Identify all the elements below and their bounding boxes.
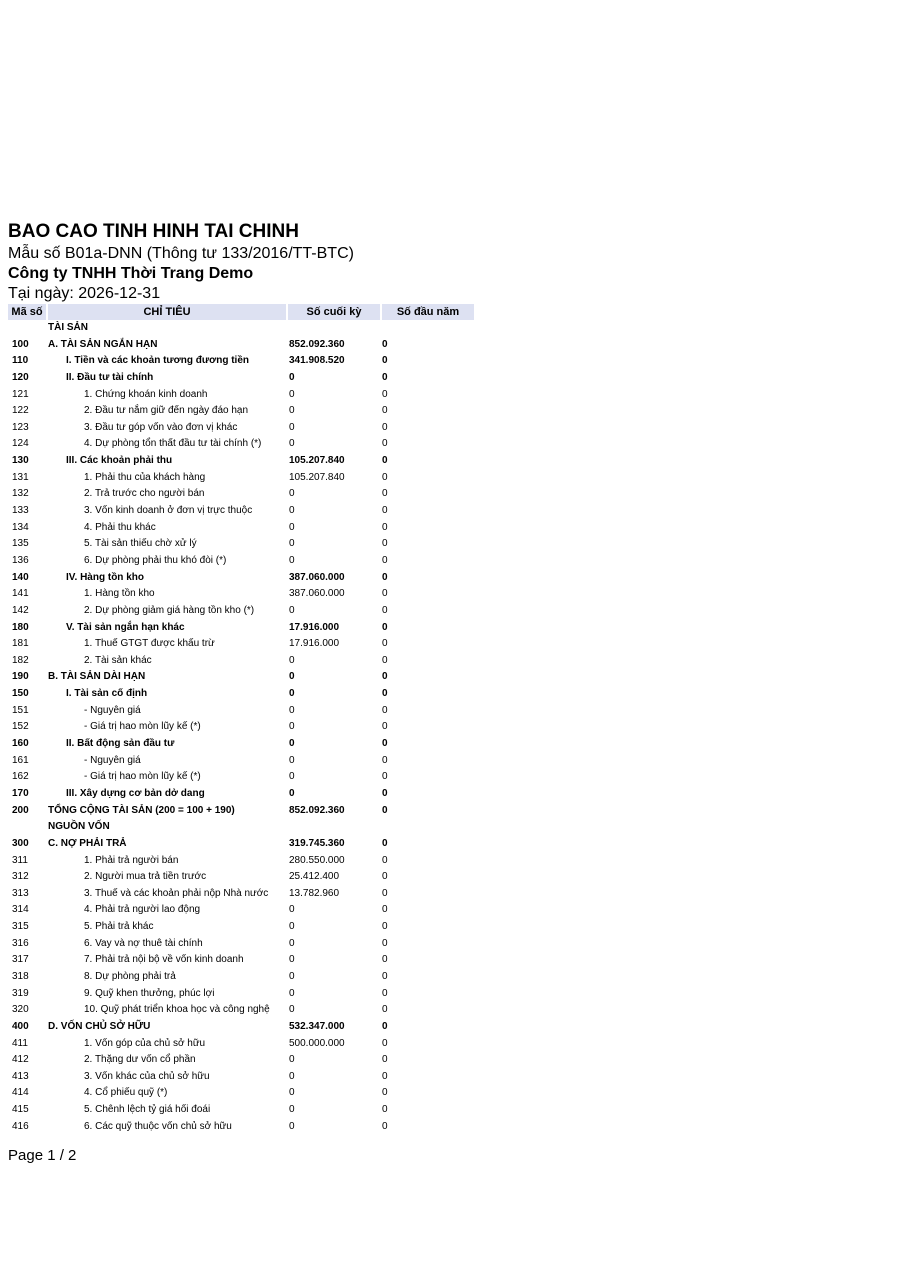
row-end-value: 0 [289, 970, 295, 982]
row-end-value: 0 [289, 954, 295, 966]
row-code: 300 [12, 837, 29, 849]
row-end-value: 0 [289, 738, 295, 750]
row-code: 135 [12, 538, 29, 550]
row-code: 190 [12, 671, 29, 683]
row-item: NGUỒN VỐN [48, 821, 110, 833]
row-end-value: 105.207.840 [289, 471, 345, 483]
table-row [8, 952, 474, 969]
row-code: 400 [12, 1020, 29, 1032]
row-end-value: 387.060.000 [289, 571, 345, 583]
row-item: 4. Phải trả người lao động [84, 904, 201, 916]
row-begin-value: 0 [382, 338, 388, 350]
row-item: V. Tài sản ngắn hạn khác [66, 621, 185, 633]
row-begin-value: 0 [382, 970, 388, 982]
row-code: 413 [12, 1070, 29, 1082]
table-row [8, 902, 474, 919]
row-begin-value: 0 [382, 488, 388, 500]
row-end-value: 0 [289, 704, 295, 716]
row-code: 100 [12, 338, 29, 350]
row-item: 2. Người mua trả tiền trước [84, 871, 207, 883]
row-item: 4. Dự phòng tổn thất đầu tư tài chính (*) [84, 438, 262, 450]
row-begin-value: 0 [382, 388, 388, 400]
table-row [8, 853, 474, 870]
row-end-value: 0 [289, 987, 295, 999]
row-item: - Giá trị hao mòn lũy kế (*) [84, 771, 201, 783]
row-begin-value: 0 [382, 604, 388, 616]
row-code: 317 [12, 954, 29, 966]
row-begin-value: 0 [382, 355, 388, 367]
row-item: 5. Tài sản thiếu chờ xử lý [84, 538, 197, 550]
row-item: 6. Vay và nợ thuê tài chính [84, 937, 203, 949]
row-code: 313 [12, 887, 29, 899]
row-end-value: 13.782.960 [289, 887, 340, 899]
row-code: 180 [12, 621, 29, 633]
row-item: TỔNG CỘNG TÀI SẢN (200 = 100 + 190) [48, 804, 235, 816]
table-row [8, 1085, 474, 1102]
row-code: 182 [12, 654, 29, 666]
row-end-value: 0 [289, 371, 295, 383]
table-row [8, 1019, 474, 1036]
row-end-value: 17.916.000 [289, 621, 340, 633]
row-begin-value: 0 [382, 1087, 388, 1099]
row-code: 140 [12, 571, 29, 583]
row-begin-value: 0 [382, 638, 388, 650]
table-row [8, 520, 474, 537]
row-item: TÀI SẢN [48, 322, 88, 333]
row-end-value: 0 [289, 1070, 295, 1082]
row-begin-value: 0 [382, 571, 388, 583]
row-code: 142 [12, 604, 29, 616]
row-end-value: 0 [289, 787, 295, 799]
table-row [8, 1002, 474, 1019]
row-begin-value: 0 [382, 371, 388, 383]
row-item: II. Đầu tư tài chính [66, 371, 154, 383]
table-row [8, 337, 474, 354]
row-item: - Giá trị hao mòn lũy kế (*) [84, 721, 201, 733]
row-end-value: 532.347.000 [289, 1020, 345, 1032]
row-item: 5. Phải trả khác [84, 921, 154, 933]
table-row [8, 819, 474, 836]
row-end-value: 105.207.840 [289, 455, 345, 467]
balance-sheet-table [8, 304, 474, 1135]
table-row [8, 620, 474, 637]
table-row [8, 403, 474, 420]
row-code: 315 [12, 921, 29, 933]
row-item: 4. Phải thu khác [84, 521, 156, 533]
table-row [8, 869, 474, 886]
table-row [8, 1102, 474, 1119]
row-item: IV. Hàng tồn kho [66, 571, 144, 583]
row-code: 311 [12, 854, 28, 866]
row-end-value: 0 [289, 1104, 295, 1116]
row-code: 318 [12, 970, 29, 982]
row-item: 6. Dự phòng phải thu khó đòi (*) [84, 554, 227, 566]
row-code: 120 [12, 371, 29, 383]
table-row [8, 703, 474, 720]
row-begin-value: 0 [382, 538, 388, 550]
table-row [8, 453, 474, 470]
row-item: - Nguyên giá [84, 704, 141, 716]
row-end-value: 852.092.360 [289, 804, 345, 816]
table-row [8, 1052, 474, 1069]
row-item: I. Tài sản cố định [66, 688, 148, 700]
table-row [8, 503, 474, 520]
row-code: 150 [12, 688, 29, 700]
row-code: 411 [12, 1037, 28, 1049]
table-row [8, 753, 474, 770]
report-header [8, 220, 354, 304]
table-row [8, 836, 474, 853]
table-row [8, 387, 474, 404]
row-item: 8. Dự phòng phải trả [84, 970, 176, 982]
table-header [8, 304, 474, 320]
row-item: D. VỐN CHỦ SỞ HỮU [48, 1020, 151, 1032]
row-code: 131 [12, 471, 29, 483]
row-end-value: 0 [289, 771, 295, 783]
row-end-value: 0 [289, 438, 295, 450]
row-code: 110 [12, 355, 29, 367]
table-row [8, 570, 474, 587]
table-row [8, 1119, 474, 1136]
table-row [8, 736, 474, 753]
row-end-value: 0 [289, 937, 295, 949]
row-end-value: 0 [289, 754, 295, 766]
row-begin-value: 0 [382, 937, 388, 949]
row-item: 1. Thuế GTGT được khấu trừ [84, 638, 215, 650]
row-code: 170 [12, 787, 29, 799]
row-end-value: 0 [289, 904, 295, 916]
row-end-value: 387.060.000 [289, 588, 345, 600]
row-begin-value: 0 [382, 1054, 388, 1066]
table-row [8, 919, 474, 936]
row-begin-value: 0 [382, 954, 388, 966]
row-begin-value: 0 [382, 688, 388, 700]
row-item: 3. Thuế và các khoản phải nộp Nhà nước [84, 887, 269, 899]
row-item: C. NỢ PHẢI TRẢ [48, 837, 127, 849]
table-body [8, 320, 474, 1135]
table-row [8, 420, 474, 437]
row-code: 121 [12, 388, 29, 400]
row-begin-value: 0 [382, 904, 388, 916]
row-begin-value: 0 [382, 471, 388, 483]
row-begin-value: 0 [382, 505, 388, 517]
row-end-value: 0 [289, 521, 295, 533]
row-end-value: 0 [289, 538, 295, 550]
table-row [8, 886, 474, 903]
row-end-value: 500.000.000 [289, 1037, 345, 1049]
row-begin-value: 0 [382, 1070, 388, 1082]
row-end-value: 852.092.360 [289, 338, 345, 350]
table-row [8, 536, 474, 553]
row-end-value: 0 [289, 505, 295, 517]
row-begin-value: 0 [382, 921, 388, 933]
table-row [8, 719, 474, 736]
table-row [8, 353, 474, 370]
company-name: Công ty TNHH Thời Trang Demo [8, 265, 254, 282]
row-end-value: 0 [289, 654, 295, 666]
row-item: 1. Phải thu của khách hàng [84, 471, 206, 483]
row-code: 200 [12, 804, 29, 816]
row-item: 7. Phải trả nội bộ về vốn kinh doanh [84, 954, 244, 966]
row-end-value: 0 [289, 1004, 295, 1016]
header-item: CHỈ TIÊU [48, 304, 286, 320]
table-row [8, 803, 474, 820]
row-item: 9. Quỹ khen thưởng, phúc lợi [84, 987, 215, 999]
table-row [8, 436, 474, 453]
row-item: A. TÀI SẢN NGẮN HẠN [48, 338, 158, 350]
row-code: 414 [12, 1087, 29, 1099]
header-code: Mã số [8, 304, 46, 320]
row-begin-value: 0 [382, 438, 388, 450]
table-row [8, 486, 474, 503]
form-number: Mẫu số B01a-DNN (Thông tư 133/2016/TT-BTC) [8, 245, 354, 262]
table-row [8, 969, 474, 986]
row-begin-value: 0 [382, 1020, 388, 1032]
row-end-value: 0 [289, 1120, 295, 1132]
row-end-value: 319.745.360 [289, 837, 345, 849]
row-end-value: 0 [289, 405, 295, 417]
row-code: 133 [12, 505, 29, 517]
row-code: 162 [12, 771, 29, 783]
row-item: 5. Chênh lệch tỷ giá hối đoái [84, 1104, 211, 1116]
table-row [8, 636, 474, 653]
table-row [8, 370, 474, 387]
row-item: 2. Đầu tư nắm giữ đến ngày đáo hạn [84, 405, 249, 417]
row-begin-value: 0 [382, 771, 388, 783]
row-item: III. Xây dựng cơ bản dở dang [66, 787, 205, 799]
row-end-value: 341.908.520 [289, 355, 345, 367]
table-row [8, 553, 474, 570]
row-item: 3. Vốn kinh doanh ở đơn vị trực thuộc [84, 505, 253, 517]
row-end-value: 0 [289, 671, 295, 683]
row-item: B. TÀI SẢN DÀI HẠN [48, 671, 146, 683]
table-row [8, 603, 474, 620]
row-item: 1. Chứng khoán kinh doanh [84, 388, 208, 400]
row-item: 1. Phải trả người bán [84, 854, 179, 866]
row-begin-value: 0 [382, 554, 388, 566]
table-row [8, 986, 474, 1003]
table-row [8, 470, 474, 487]
row-begin-value: 0 [382, 455, 388, 467]
row-code: 136 [12, 554, 29, 566]
row-end-value: 0 [289, 488, 295, 500]
page-number: Page 1 / 2 [8, 1147, 77, 1164]
row-item: 1. Hàng tồn kho [84, 588, 155, 600]
row-end-value: 280.550.000 [289, 854, 345, 866]
row-begin-value: 0 [382, 721, 388, 733]
row-item: 2. Thặng dư vốn cổ phần [84, 1054, 196, 1066]
row-code: 130 [12, 455, 29, 467]
row-end-value: 0 [289, 721, 295, 733]
table-row [8, 686, 474, 703]
row-begin-value: 0 [382, 871, 388, 883]
row-end-value: 0 [289, 921, 295, 933]
row-code: 319 [12, 987, 29, 999]
row-item: - Nguyên giá [84, 754, 141, 766]
row-code: 134 [12, 521, 29, 533]
row-code: 316 [12, 937, 29, 949]
row-item: 2. Tài sản khác [84, 654, 152, 666]
row-end-value: 0 [289, 388, 295, 400]
row-code: 161 [12, 754, 29, 766]
row-begin-value: 0 [382, 787, 388, 799]
row-item: 1. Vốn góp của chủ sở hữu [84, 1037, 206, 1049]
row-begin-value: 0 [382, 1037, 388, 1049]
header-begin-year: Số đầu năm [382, 304, 474, 320]
row-code: 123 [12, 421, 29, 433]
row-begin-value: 0 [382, 654, 388, 666]
row-end-value: 25.412.400 [289, 871, 340, 883]
row-item: 6. Các quỹ thuộc vốn chủ sở hữu [84, 1120, 232, 1132]
row-code: 141 [12, 588, 29, 600]
row-item: 2. Trả trước cho người bán [84, 488, 205, 500]
report-title: BAO CAO TINH HINH TAI CHINH [8, 221, 299, 242]
row-code: 314 [12, 904, 29, 916]
row-begin-value: 0 [382, 887, 388, 899]
row-begin-value: 0 [382, 1120, 388, 1132]
row-end-value: 17.916.000 [289, 638, 340, 650]
row-begin-value: 0 [382, 421, 388, 433]
table-row [8, 786, 474, 803]
row-begin-value: 0 [382, 671, 388, 683]
row-item: 10. Quỹ phát triển khoa học và công nghệ [84, 1004, 270, 1016]
row-code: 124 [12, 438, 29, 450]
row-item: 2. Dự phòng giảm giá hàng tồn kho (*) [84, 604, 255, 616]
row-begin-value: 0 [382, 621, 388, 633]
table-row [8, 586, 474, 603]
row-begin-value: 0 [382, 521, 388, 533]
row-code: 415 [12, 1104, 29, 1116]
row-code: 312 [12, 871, 29, 883]
row-item: 4. Cổ phiếu quỹ (*) [84, 1087, 168, 1099]
row-end-value: 0 [289, 1087, 295, 1099]
row-item: 3. Vốn khác của chủ sở hữu [84, 1070, 210, 1082]
table-row [8, 320, 474, 337]
table-row [8, 1036, 474, 1053]
table-row [8, 936, 474, 953]
table-row [8, 669, 474, 686]
row-code: 160 [12, 738, 29, 750]
row-begin-value: 0 [382, 854, 388, 866]
row-begin-value: 0 [382, 738, 388, 750]
row-begin-value: 0 [382, 987, 388, 999]
row-begin-value: 0 [382, 704, 388, 716]
row-begin-value: 0 [382, 588, 388, 600]
row-code: 152 [12, 721, 29, 733]
row-begin-value: 0 [382, 1104, 388, 1116]
report-date: Tại ngày: 2026-12-31 [8, 285, 161, 302]
row-begin-value: 0 [382, 754, 388, 766]
row-code: 122 [12, 405, 29, 417]
table-row [8, 769, 474, 786]
row-begin-value: 0 [382, 1004, 388, 1016]
table-row [8, 1069, 474, 1086]
row-end-value: 0 [289, 554, 295, 566]
row-end-value: 0 [289, 1054, 295, 1066]
row-code: 320 [12, 1004, 29, 1016]
row-end-value: 0 [289, 688, 295, 700]
table-row [8, 653, 474, 670]
row-code: 181 [12, 638, 29, 650]
row-item: 3. Đầu tư góp vốn vào đơn vị khác [84, 421, 238, 433]
row-begin-value: 0 [382, 837, 388, 849]
row-code: 132 [12, 488, 29, 500]
header-end-period: Số cuối kỳ [288, 304, 380, 320]
row-end-value: 0 [289, 604, 295, 616]
row-item: II. Bất động sản đầu tư [66, 738, 175, 750]
row-item: I. Tiền và các khoản tương đương tiền [66, 355, 249, 367]
row-code: 416 [12, 1120, 29, 1132]
row-code: 151 [12, 704, 29, 716]
row-end-value: 0 [289, 421, 295, 433]
row-item: III. Các khoản phải thu [66, 455, 173, 467]
row-begin-value: 0 [382, 405, 388, 417]
row-begin-value: 0 [382, 804, 388, 816]
row-code: 412 [12, 1054, 29, 1066]
